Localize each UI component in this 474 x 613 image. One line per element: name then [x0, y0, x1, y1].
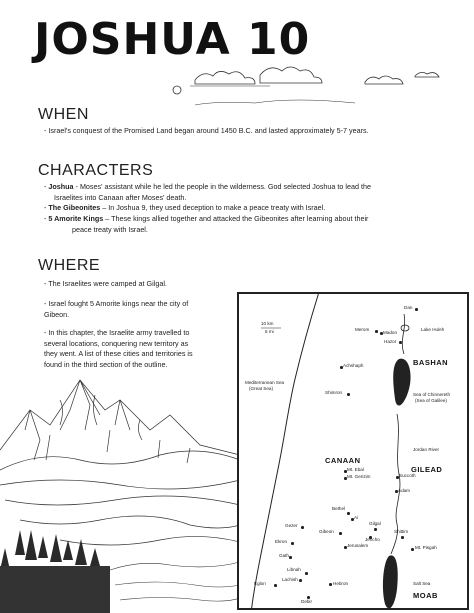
where-travel-line2: several locations, conquering new territory as	[44, 338, 189, 348]
place-ai: Ai	[354, 515, 359, 520]
place-gezer: Gezer	[285, 523, 298, 528]
region-moab: MOAB	[413, 591, 438, 600]
place-adam: Adam	[398, 488, 411, 493]
water-kinnereth-1: Sea of Chinnereth	[413, 392, 451, 397]
water-lake-huleh: Lake Huleh	[421, 327, 445, 332]
clouds-illustration	[165, 60, 465, 130]
where-camp: - The Israelites were camped at Gilgal.	[44, 279, 167, 288]
place-marker	[339, 532, 342, 535]
character-desc: - Moses' assistant while he led the people in the wilderness. God selected Joshua to lead the	[73, 182, 371, 191]
place-marker	[375, 330, 378, 333]
place-bethel: Bethel	[332, 506, 346, 511]
place-pisgah: Mt. Pisgah	[415, 545, 437, 550]
place-marker	[291, 542, 294, 545]
characters-heading: CHARACTERS	[38, 162, 154, 179]
place-marker	[399, 341, 402, 344]
place-debir: Debir	[301, 599, 312, 604]
character-desc: – These kings allied together and attacked the Gibeonites after learning about their	[103, 214, 369, 223]
place-marker	[299, 579, 302, 582]
place-gibeon: Gibeon	[319, 529, 334, 534]
mountain-landscape-illustration	[0, 370, 240, 613]
character-joshua: - Joshua - Moses' assistant while he led the people in the wilderness. God selected Joshua to lead the Israelites into Canaan after Moses' death.	[44, 182, 464, 203]
scale-km: 10 km	[261, 321, 274, 326]
place-madon: Madon	[383, 330, 398, 335]
where-travel	[44, 328, 193, 370]
place-marker	[289, 556, 292, 559]
page-title: JOSHUA 10	[34, 14, 311, 65]
place-jericho: Jericho	[365, 537, 380, 542]
where-battle	[44, 299, 188, 320]
when-text: - Israel's conquest of the Promised Land began around 1450 B.C. and lasted approximately 5-7 years.	[44, 126, 369, 135]
region-canaan: CANAAN	[325, 456, 361, 465]
place-shittim: Shittim	[394, 529, 409, 534]
place-gath: Gath	[279, 553, 289, 558]
when-heading: WHEN	[38, 106, 89, 123]
place-dan: Dan	[404, 305, 413, 310]
place-succoth: Succoth	[399, 473, 416, 478]
scale-mi: 5 mi	[265, 329, 274, 334]
where-battle-line1: - Israel fought 5 Amorite kings near the city of	[44, 299, 189, 308]
place-marker	[347, 512, 350, 515]
character-desc-cont: peace treaty with Israel.	[72, 224, 148, 234]
place-marker	[274, 584, 277, 587]
where-heading: WHERE	[38, 257, 101, 274]
place-marker	[347, 393, 350, 396]
place-ebal: Mt. Ebal	[347, 467, 364, 472]
where-travel-line4: found in the third section of the outline.	[44, 359, 168, 369]
place-shimron: Shimron	[325, 390, 343, 395]
character-name: Joshua	[48, 182, 74, 191]
place-jerusalem: Jerusalem	[347, 543, 369, 548]
place-libnah: Libnah	[287, 567, 301, 572]
place-lachish: Lachish	[282, 577, 298, 582]
place-marker	[305, 572, 308, 575]
place-marker	[329, 583, 332, 586]
where-travel-line1: - In this chapter, the Israelite army travelled to	[44, 328, 190, 337]
water-jordan: Jordan River	[413, 447, 440, 452]
place-hebron: Hebron	[333, 581, 349, 586]
where-travel-line3: they went. A list of these cities and territories is	[44, 349, 193, 358]
character-desc: – In Joshua 9, they used deception to make a peace treaty with Israel.	[100, 203, 326, 212]
canaan-map	[237, 292, 469, 610]
water-salt-sea: Salt Sea	[413, 581, 431, 586]
place-marker	[411, 548, 414, 551]
place-merom: Merom	[355, 327, 370, 332]
place-marker	[401, 536, 404, 539]
place-gerizim: Mt. Gerizim	[347, 474, 371, 479]
where-battle-line2: Gibeon.	[44, 309, 70, 319]
character-desc-cont: Israelites into Canaan after Moses' death.	[54, 192, 187, 202]
character-name: The Gibeonites	[48, 203, 101, 212]
character-amorite-kings: - 5 Amorite Kings – These kings allied together and attacked the Gibeonites after learning about their peace treaty with Israel.	[44, 214, 464, 235]
region-bashan: BASHAN	[413, 358, 449, 367]
water-kinnereth-2: (Sea of Galilee)	[415, 398, 447, 403]
place-eglon: Eglon	[254, 581, 266, 586]
region-gilead: GILEAD	[411, 465, 443, 474]
place-marker	[301, 526, 304, 529]
place-hazor: Hazor	[384, 339, 397, 344]
water-med-2: (Great Sea)	[249, 386, 273, 391]
place-achshaph: Achshaph	[343, 363, 364, 368]
place-marker	[415, 308, 418, 311]
character-name: 5 Amorite Kings	[48, 214, 104, 223]
place-gilgal: Gilgal	[369, 521, 381, 526]
water-med-1: Mediterranean Sea	[245, 380, 285, 385]
place-marker	[374, 528, 377, 531]
character-gibeonites: - The Gibeonites – In Joshua 9, they used deception to make a peace treaty with Israel.	[44, 203, 326, 212]
place-ekron: Ekron	[275, 539, 288, 544]
